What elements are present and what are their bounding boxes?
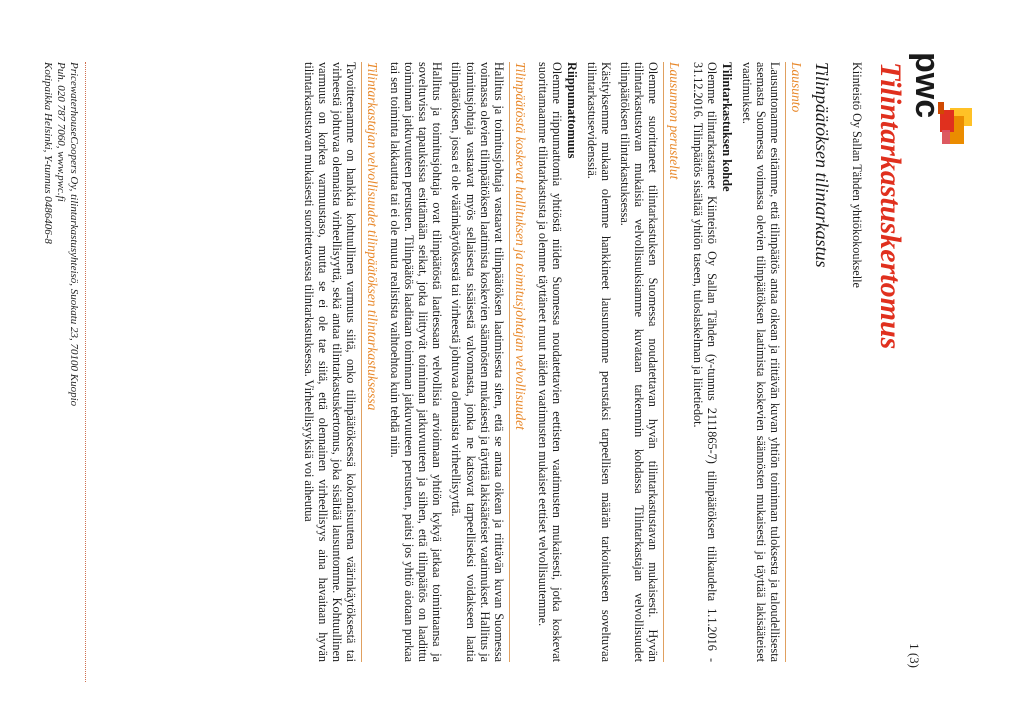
paragraph: Olemme suorittaneet tilintarkastuksen Suomessa noudatettavan hyvän tilintarkastustavan mukaisesti. Hyvän tilintarkastustavan mukaisia velvollisuuksiamme kuvataan tarkemmin kohdassa Tilintarkastajan velvollisuudet tilinpäätöksen tilintarkastuksessa. — [618, 62, 661, 662]
paragraph: Tavoitteenamme on hankkia kohtuullinen varmuus siitä, onko tilinpäätöksessä kokonaisuutena väärinkäytöksestä tai virheestä johtuvaa olennaista virheellisyyttä, sekä antaa tilintarkastuskertomus, joka sisältää lausuntomme. Kohtuullinen varmuus on korkea varmuustaso, mutta se ei ole tae siitä, että olennainen virheellisyys aina havaitaan hyvän tilintarkastustavan mukaisesti suoritettavassa tilintarkastuksessa. Virheellisyyksiä voi aiheutua — [301, 62, 359, 662]
pwc-logo-graphic — [908, 52, 978, 162]
section-heading-lausunto: Lausunto — [788, 62, 804, 113]
paragraph: Olemme riippumattomia yhtiöstä niiden Suomessa noudatettavien eettisten vaatimusten mukaisesti, jotka koskevat suorittamaamme tilintarkastusta ja olemme täyttäneet muut näiden vaatimusten mukaiset eettiset velvollisuutemme. — [535, 62, 564, 662]
section-heading-hallituksen-velvollisuudet: Tilinpäätöstä koskevat hallituksen ja toimitusjohtajan velvollisuudet — [512, 62, 528, 430]
recipient-line: Kiinteistö Oy Sallan Tähden yhtiökokoukselle — [850, 62, 864, 288]
paragraph: Hallitus ja toimitusjohtaja ovat tilinpäätöstä laatiessaan velvollisia arvioimaan yhtiön kykyä jatkaa toimintaansa ja soveltuvissa tapauksissa esittämään seikat, jotka liittyvät toiminnan jatkuvuuteen ja siihen, että tilinpäätös on laadittu toiminnan jatkuvuuteen perustuen. Tilinpäätös laaditaan toiminnan jatkuvuuteen perustuen, paitsi jos yhtiö aiotaan purkaa tai sen toiminta lakkauttaa tai ei ole muuta realistista vaihtoehtoa kuin tehdä niin. — [388, 62, 445, 662]
footer-line-contact: Puh. 020 787 7060, www.pwc.fi — [55, 62, 67, 202]
paragraph: Käsityksemme mukaan olemme hankkineet lausuntomme perustaksi tarpeellisen määrän tarkoitukseen soveltuvaa tilintarkastusevidenssiä. — [585, 62, 614, 662]
subheading-tilintarkastuksen-kohde: Tilintarkastuksen kohde — [719, 62, 734, 192]
pwc-logo — [908, 52, 978, 162]
paragraph: Hallitus ja toimitusjohtaja vastaavat tilinpäätöksen laatimisesta siten, että se antaa oikean ja riittävän kuvan Suomessa voimassa olevien tilinpäätöksen laatimista koskevien säännösten mukaisesti ja täyttää lakisääteiset vaatimukset. Hallitus ja toimitusjohtaja vastaavat myös sellaisesta sisäisestä valvonnasta, jonka ne katsovat tarpeelliseksi voidakseen laatia tilinpäätöksen, jossa ei ole väärinkäytöksestä tai virheestä johtuvaa olennaista virheellisyyttä. — [449, 62, 506, 662]
footer-line-registration: Kotipaikka Helsinki, Y-tunnus 0486406-8 — [42, 62, 54, 244]
paragraph: Lausuntonamme esitämme, että tilinpäätös antaa oikean ja riittävän kuvan yhtiön toiminnan tuloksesta ja taloudellisesta asemasta Suomessa voimassa olevien tilinpäätöksen laatimista koskevien säännösten mukaisesti ja täyttää lakisääteiset vaatimukset. — [739, 62, 782, 662]
section-divider — [663, 62, 664, 662]
subheading-riippumattomuus: Riippumattomuus — [564, 62, 579, 159]
footer — [41, 62, 80, 662]
section-heading-lausunnon-perustelut: Lausunnon perustelut — [667, 62, 683, 180]
footer-divider — [85, 62, 86, 682]
page-number: 1 (3) — [907, 643, 922, 668]
section-divider — [509, 62, 510, 662]
section-divider — [361, 62, 362, 662]
report-body — [297, 62, 906, 662]
section-heading-tilintarkastajan-velvollisuudet: Tilintarkastajan velvollisuudet tilinpäätöksen tilintarkastuksessa — [365, 62, 381, 411]
footer-line-address: PricewaterhouseCoopers Oy, tilintarkastusyhteisö, Suokatu 23, 70100 Kuopio — [68, 62, 80, 407]
pwc-logo-text: pwc — [908, 52, 946, 119]
section-divider — [785, 62, 786, 662]
paragraph: Olemme tilintarkastaneet Kiinteistö Oy Sallan Tähden (y-tunnus 2111865-7) tilinpäätöksen tilikaudelta 1.1.2016 - 31.12.2016. Tilinpäätös sisältää yhtiön taseen, tuloslaskelman ja liitetiedot. — [690, 62, 719, 662]
section-subtitle: Tilinpäätöksen tilintarkastus — [811, 62, 832, 268]
report-title: Tilintarkastuskertomus — [874, 62, 907, 350]
